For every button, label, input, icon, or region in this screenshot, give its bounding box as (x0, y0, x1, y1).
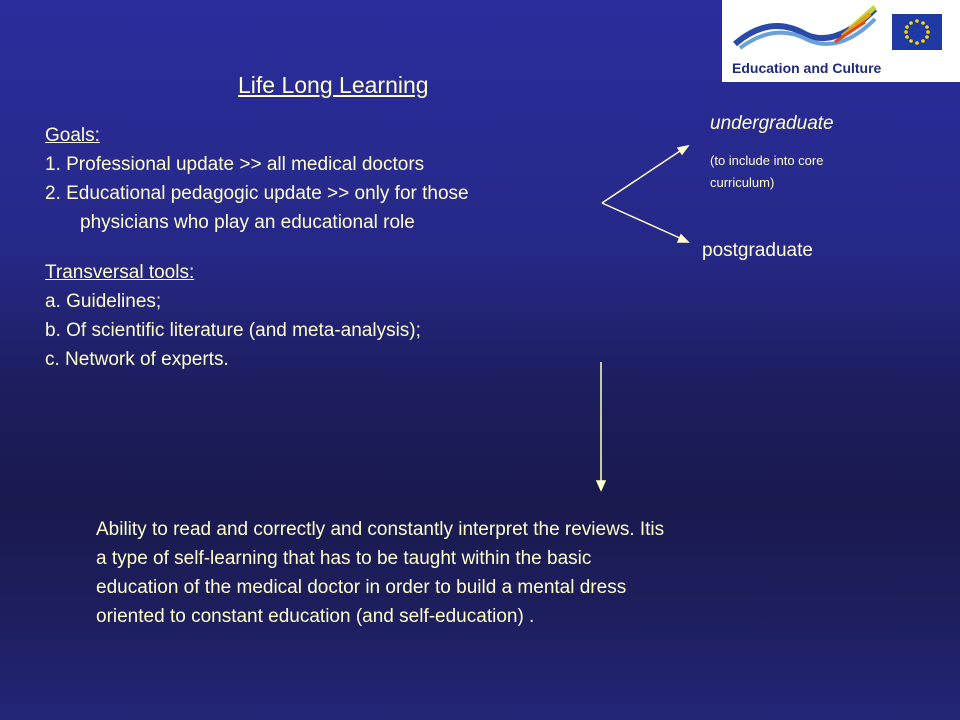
paragraph-line-4: oriented to constant education (and self-education) . (96, 606, 535, 627)
tool-item-b: b. Of scientific literature (and meta-analysis); (45, 320, 421, 341)
tool-item-c: c. Network of experts. (45, 349, 229, 370)
arrow-head-down (597, 481, 605, 490)
goal-item-1: 1. Professional update >> all medical doctors (45, 154, 425, 175)
arrow-head-undergraduate (678, 146, 688, 154)
logo-caption: Education and Culture (732, 60, 882, 76)
arrow-to-postgraduate (602, 203, 682, 239)
tools-heading: Transversal tools: (45, 262, 195, 283)
arrow-to-undergraduate (602, 149, 683, 203)
tool-item-a: a. Guidelines; (45, 291, 162, 312)
goal-item-2-continued: physicians who play an educational role (80, 212, 415, 233)
postgraduate-label: postgraduate (702, 240, 813, 261)
paragraph-line-1: Ability to read and correctly and constantly interpret the reviews. Itis (96, 519, 665, 540)
undergraduate-note-line-2: curriculum) (710, 175, 775, 190)
summary-paragraph (96, 515, 664, 631)
goal-item-2: 2. Educational pedagogic update >> only for those (45, 183, 469, 204)
slide-title: Life Long Learning (238, 72, 429, 98)
paragraph-line-2: a type of self-learning that has to be taught within the basic (96, 548, 592, 569)
undergraduate-note-line-1: (to include into core (710, 153, 824, 168)
paragraph-line-3: education of the medical doctor in order to build a mental dress (96, 577, 627, 598)
goals-heading: Goals: (45, 125, 100, 146)
undergraduate-label: undergraduate (710, 113, 834, 134)
arrow-head-postgraduate (678, 235, 688, 242)
